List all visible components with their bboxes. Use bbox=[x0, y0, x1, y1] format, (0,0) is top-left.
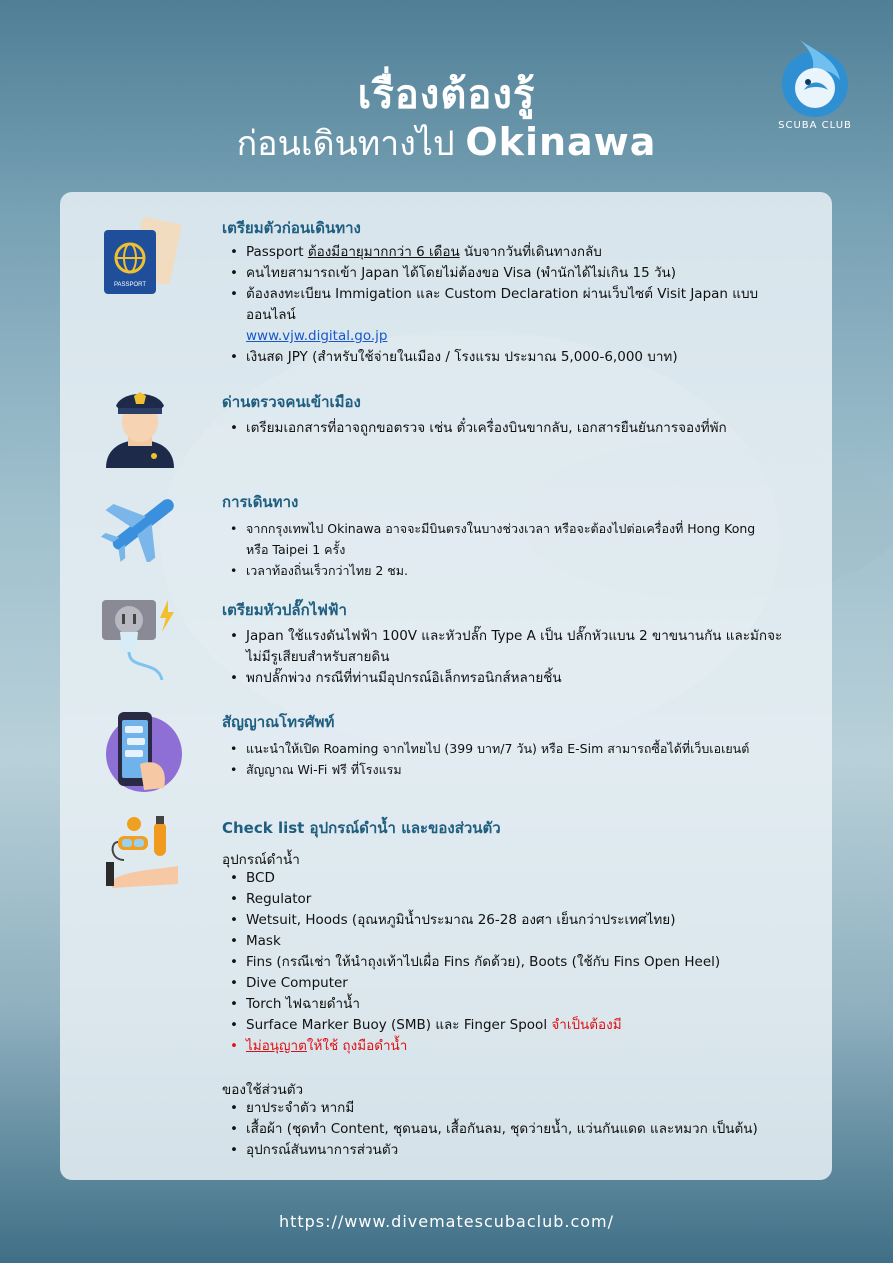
phone-list bbox=[222, 738, 812, 780]
page-subtitle bbox=[0, 116, 893, 170]
section-title-prep: เตรียมตัวก่อนเดินทาง bbox=[222, 219, 361, 237]
list-item: • คนไทยสามารถเข้า Japan ได้โดยไม่ต้องขอ Visa (พำนักได้ไม่เกิน 15 วัน) bbox=[222, 263, 792, 284]
section-title-phone: สัญญาณโทรศัพท์ bbox=[222, 713, 335, 731]
subtitle-place: Okinawa bbox=[465, 120, 657, 164]
required-note: จำเป็นต้องมี bbox=[551, 1017, 622, 1033]
list-item: • Mask bbox=[222, 931, 812, 952]
dive-equipment-heading: อุปกรณ์ดำน้ำ bbox=[222, 852, 300, 868]
travel-list bbox=[222, 518, 772, 581]
list-item: • เสื้อผ้า (ชุดทำ Content, ชุดนอน, เสื้อกันลม, ชุดว่ายน้ำ, แว่นกันแดด และหมวก เป็นต้น) bbox=[222, 1119, 822, 1140]
list-item: • Regulator bbox=[222, 889, 812, 910]
smartphone-icon bbox=[98, 708, 188, 796]
personal-items-heading: ของใช้ส่วนตัว bbox=[222, 1082, 304, 1098]
list-item: • ยาประจำตัว หากมี bbox=[222, 1098, 822, 1119]
list-item: • Wetsuit, Hoods (อุณหภูมิน้ำประมาณ 26-28 องศา เย็นกว่าประเทศไทย) bbox=[222, 910, 812, 931]
section-title-plug: เตรียมหัวปลั๊กไฟฟ้า bbox=[222, 601, 347, 619]
section-title-travel: การเดินทาง bbox=[222, 493, 299, 511]
vjw-link[interactable]: www.vjw.digital.go.jp bbox=[246, 328, 388, 344]
list-item: • เวลาท้องถิ่นเร็วกว่าไทย 2 ชม. bbox=[222, 560, 772, 581]
logo-caption: SCUBA CLUB bbox=[778, 120, 852, 131]
prep-list bbox=[222, 242, 792, 368]
airplane-icon bbox=[98, 486, 188, 562]
page-title: เรื่องต้องรู้ bbox=[357, 72, 536, 118]
section-title-checklist: Check list อุปกรณ์ดำน้ำ และของส่วนตัว bbox=[222, 819, 501, 837]
list-item: • อุปกรณ์สันทนาการส่วนตัว bbox=[222, 1140, 822, 1161]
list-item: • Surface Marker Buoy (SMB) และ Finger Spool จำเป็นต้องมี bbox=[222, 1015, 812, 1036]
dive-equipment-list bbox=[222, 868, 812, 1057]
list-item: • เตรียมเอกสารที่อาจถูกขอตรวจ เช่น ตั๋วเครื่องบินขากลับ, เอกสารยืนยันการจองที่พัก bbox=[222, 418, 802, 439]
list-item: • Passport ต้องมีอายุมากกว่า 6 เดือน นับจากวันที่เดินทางกลับ bbox=[222, 242, 792, 263]
officer-icon bbox=[98, 384, 182, 470]
list-item: • เงินสด JPY (สำหรับใช้จ่ายในเมือง / โรงแรม ประมาณ 5,000-6,000 บาท) bbox=[222, 347, 792, 368]
list-item: • BCD bbox=[222, 868, 812, 889]
passport-icon bbox=[98, 214, 182, 298]
passport-icon-text: PASSPORT bbox=[113, 282, 147, 288]
list-item: • จากกรุงเทพไป Okinawa อาจจะมีบินตรงในบางช่วงเวลา หรือจะต้องไปต่อเครื่องที่ Hong Kong หรือ Taipei 1 ครั้ง bbox=[222, 518, 772, 560]
list-item: • Torch ไฟฉายดำน้ำ bbox=[222, 994, 812, 1015]
list-item: • Dive Computer bbox=[222, 973, 812, 994]
power-plug-icon bbox=[98, 596, 188, 686]
list-item: • ไม่อนุญาตให้ใช้ ถุงมือดำน้ำ bbox=[222, 1036, 812, 1057]
info-card bbox=[60, 192, 832, 1180]
immigration-list bbox=[222, 418, 802, 439]
plug-list bbox=[222, 626, 802, 689]
section-title-immigration: ด่านตรวจคนเข้าเมือง bbox=[222, 393, 361, 411]
list-item: • ต้องลงทะเบียน Immigation และ Custom Declaration ผ่านเว็บไซต์ Visit Japan แบบออนไลน์ www.vjw.digital.go.jp bbox=[222, 284, 792, 347]
list-item: • สัญญาณ Wi-Fi ฟรี ที่โรงแรม bbox=[222, 759, 812, 780]
website-url[interactable]: https://www.divematescubaclub.com/ bbox=[278, 1212, 615, 1231]
list-item: • Fins (กรณีเช่า ให้นำถุงเท้าไปเผื่อ Fins กัดด้วย), Boots (ใช้กับ Fins Open Heel) bbox=[222, 952, 812, 973]
subtitle-prefix: ก่อนเดินทางไป bbox=[236, 124, 455, 164]
list-item: • Japan ใช้แรงดันไฟฟ้า 100V และหัวปลั๊ก Type A เป็น ปลั๊กหัวแบน 2 ขาขนานกัน และมักจะไม่มีรูเสียบสำหรับสายดิน bbox=[222, 626, 802, 668]
list-item: • พกปลั๊กพ่วง กรณีที่ท่านมีอุปกรณ์อิเล็กทรอนิกส์หลายชิ้น bbox=[222, 668, 802, 689]
list-item: • แนะนำให้เปิด Roaming จากไทยไป (399 บาท/7 วัน) หรือ E-Sim สามารถซื้อได้ที่เว็บเอเยนต์ bbox=[222, 738, 812, 759]
dive-gear-icon bbox=[98, 814, 184, 890]
personal-items-list bbox=[222, 1098, 822, 1161]
